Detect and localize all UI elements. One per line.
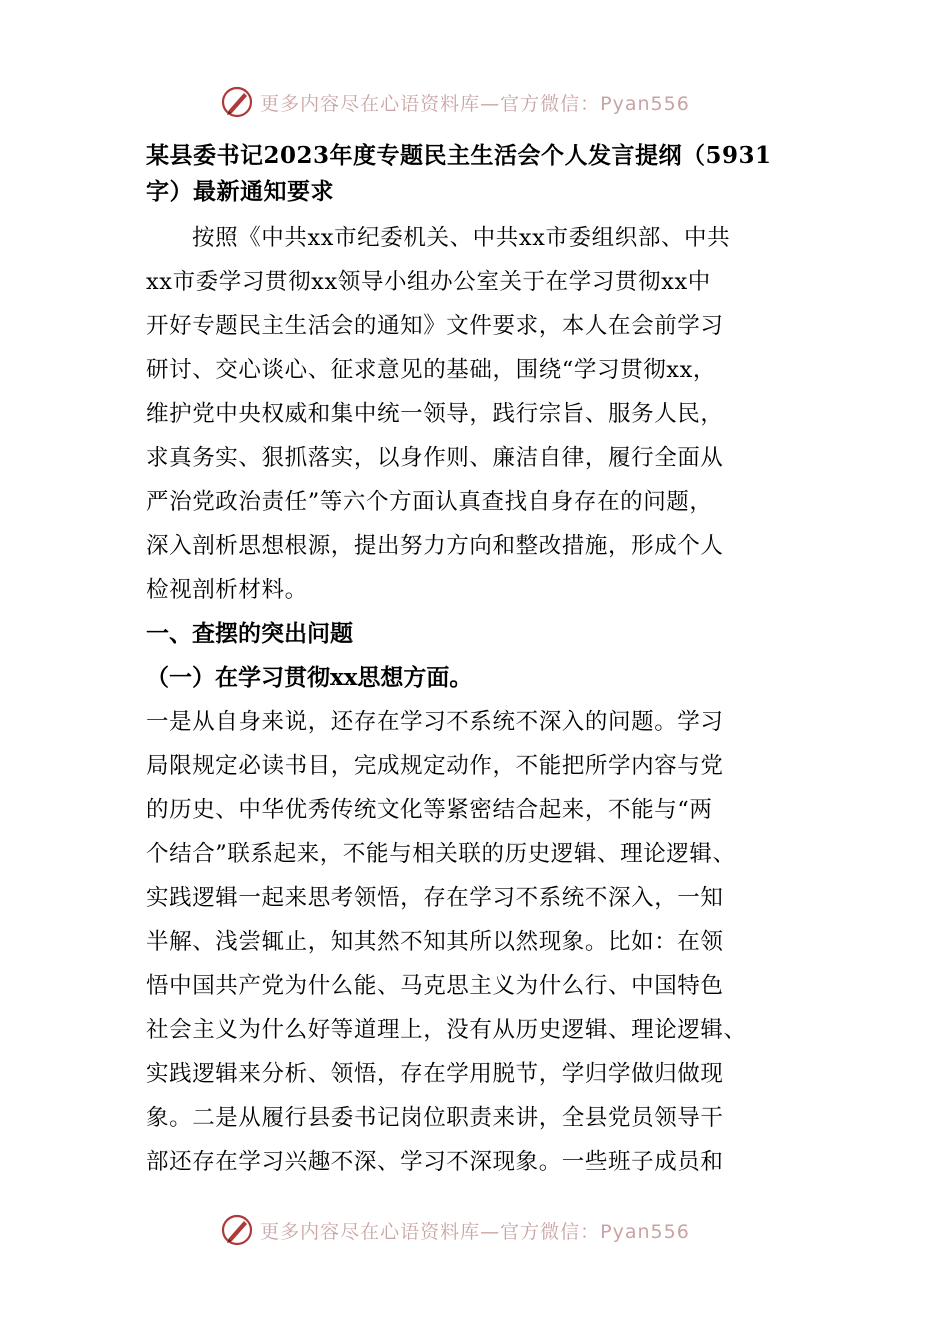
body-line: 实践逻辑一起来思考领悟，存在学习不系统不深入，一知 [146, 885, 724, 911]
footer-watermark-banner [0, 1210, 950, 1250]
body-line: 的历史、中华优秀传统文化等紧密结合起来，不能与“两 [146, 797, 713, 823]
body-line: 半解、浅尝辄止，知其然不知其所以然现象。比如：在领 [146, 929, 724, 955]
body-line: 部还存在学习兴趣不深、学习不深现象。一些班子成员和 [146, 1149, 724, 1175]
intro-line: 开好专题民主生活会的通知》文件要求，本人在会前学习 [146, 313, 724, 339]
pen-logo-icon [220, 85, 254, 119]
header-watermark-text: 更多内容尽在心语资料库—官方微信：Pyan556 [260, 92, 690, 115]
intro-line: xx市委学习贯彻xx领导小组办公室关于在学习贯彻xx中 [146, 269, 711, 295]
pen-logo-icon [220, 1213, 254, 1247]
intro-line: 维护党中央权威和集中统一领导，践行宗旨、服务人民， [146, 401, 724, 427]
intro-line: 研讨、交心谈心、征求意见的基础，围绕“学习贯彻xx， [146, 357, 716, 383]
body-paragraph [146, 700, 806, 1184]
header-watermark-banner [0, 82, 950, 122]
document-body [146, 138, 806, 1184]
body-line: 一是从自身来说，还存在学习不系统不深入的问题。学习 [146, 709, 724, 735]
body-line: 个结合”联系起来，不能与相关联的历史逻辑、理论逻辑、 [146, 841, 736, 867]
subsection-heading: （一）在学习贯彻xx思想方面。 [146, 664, 473, 691]
document-title-line-1: 某县委书记2023年度专题民主生活会个人发言提纲（5931 [146, 142, 772, 169]
intro-line: 检视剖析材料。 [146, 577, 308, 603]
body-line: 社会主义为什么好等道理上，没有从历史逻辑、理论逻辑、 [146, 1017, 747, 1043]
body-line: 实践逻辑来分析、领悟，存在学用脱节，学归学做归做现 [146, 1061, 724, 1087]
intro-paragraph [146, 216, 806, 612]
body-line: 象。二是从履行县委书记岗位职责来讲，全县党员领导干 [146, 1105, 724, 1131]
intro-line: 深入剖析思想根源，提出努力方向和整改措施，形成个人 [146, 533, 724, 559]
intro-line: 严治党政治责任”等六个方面认真查找自身存在的问题， [146, 489, 713, 515]
footer-watermark-text: 更多内容尽在心语资料库—官方微信：Pyan556 [260, 1220, 690, 1243]
body-line: 悟中国共产党为什么能、马克思主义为什么行、中国特色 [146, 973, 724, 999]
body-line: 局限规定必读书目，完成规定动作，不能把所学内容与党 [146, 753, 724, 779]
intro-line: 求真务实、狠抓落实，以身作则、廉洁自律，履行全面从 [146, 445, 724, 471]
section-heading: 一、查摆的突出问题 [146, 620, 353, 647]
document-title-line-2: 字）最新通知要求 [146, 178, 334, 205]
intro-line: 按照《中共xx市纪委机关、中共xx市委组织部、中共 [192, 225, 731, 251]
